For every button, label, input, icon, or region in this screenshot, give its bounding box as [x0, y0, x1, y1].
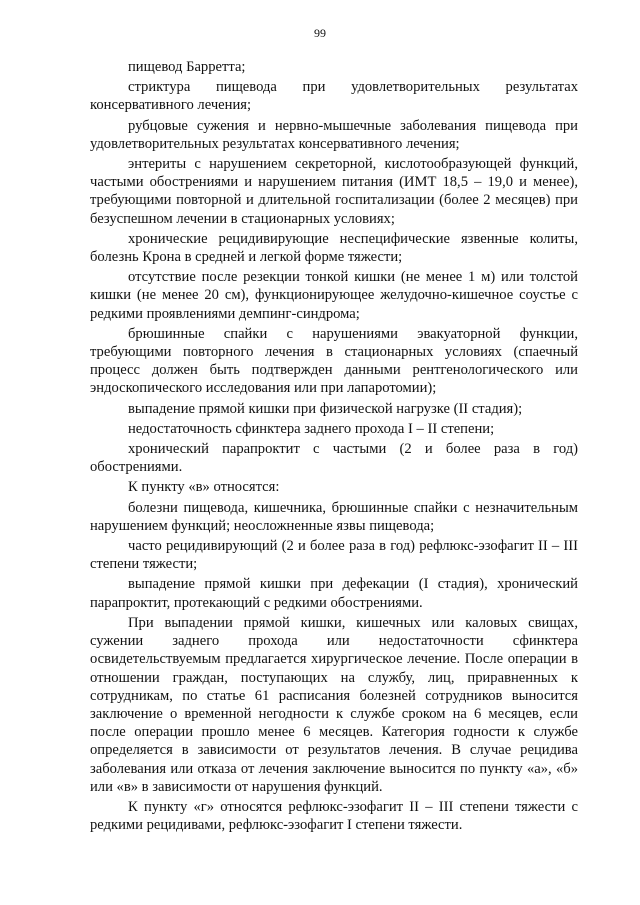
paragraph: стриктура пищевода при удовлетворительных результатах консервативного лечения; [90, 79, 578, 114]
page-number: 99 [314, 26, 326, 40]
paragraph: брюшинные спайки с нарушениями эвакуаторной функции, требующими повторного лечения в стационарных условиях (спаечный процесс должен быть подтвержден данными рентгенологического или эндоскопического исследования или при лапаротомии); [90, 325, 578, 397]
paragraph: При выпадении прямой кишки, кишечных или каловых свищах, сужении заднего прохода или недостаточности сфинктера освидетельствуемым предлагается хирургическое лечение. После операции в отношении граждан, поступающих на службу, лиц, приравненных к сотрудникам, по статье 61 расписания болезней сотрудников выносится заключение о временной негодности к службе сроком на 6 месяцев, если после операции прошло менее 6 месяцев. Категория годности к службе определяется в зависимости от результатов лечения. В случае рецидива заболевания или отказа от лечения заключение выносится по пункту «а», «б» или «в» в зависимости от нарушения функций. [90, 614, 578, 795]
paragraph: отсутствие после резекции тонкой кишки (не менее 1 м) или толстой кишки (не менее 20 см), функционирующее желудочно-кишечное соустье с редкими проявлениями демпинг-синдрома; [90, 269, 578, 322]
paragraph: болезни пищевода, кишечника, брюшинные спайки с незначительным нарушением функций; неосложненные язвы пищевода; [90, 499, 578, 534]
paragraph: К пункту «г» относятся рефлюкс-эзофагит II – III степени тяжести с редкими рецидивами, рефлюкс-эзофагит I степени тяжести. [90, 798, 578, 834]
section-heading: К пункту «в» относятся: [128, 479, 280, 496]
paragraph: недостаточность сфинктера заднего прохода I – II степени; [128, 420, 495, 437]
paragraph: энтериты с нарушением секреторной, кислотообразующей функций, частыми обострениями и нарушением питания (ИМТ 18,5 – 19,0 и менее), требующими повторной и длительной госпитализации (более 2 месяцев) при безуспешном лечении в стационарных условиях; [90, 156, 578, 227]
paragraph: хронические рецидивирующие неспецифические язвенные колиты, болезнь Крона в средней и легкой форме тяжести; [90, 230, 578, 266]
paragraph: пищевод Барретта; [128, 59, 246, 75]
document-body [90, 58, 578, 834]
paragraph: хронический парапроктит с частыми (2 и более раза в год) обострениями. [90, 441, 578, 476]
paragraph: часто рецидивирующий (2 и более раза в год) рефлюкс-эзофагит II – III степени тяжести; [90, 538, 578, 573]
paragraph: выпадение прямой кишки при физической нагрузке (II стадия); [128, 400, 523, 417]
paragraph: выпадение прямой кишки при дефекации (I стадия), хронический парапроктит, протекающий с редкими обострениями. [90, 576, 578, 611]
paragraph: рубцовые сужения и нервно-мышечные заболевания пищевода при удовлетворительных результатах консервативного лечения; [90, 117, 578, 152]
